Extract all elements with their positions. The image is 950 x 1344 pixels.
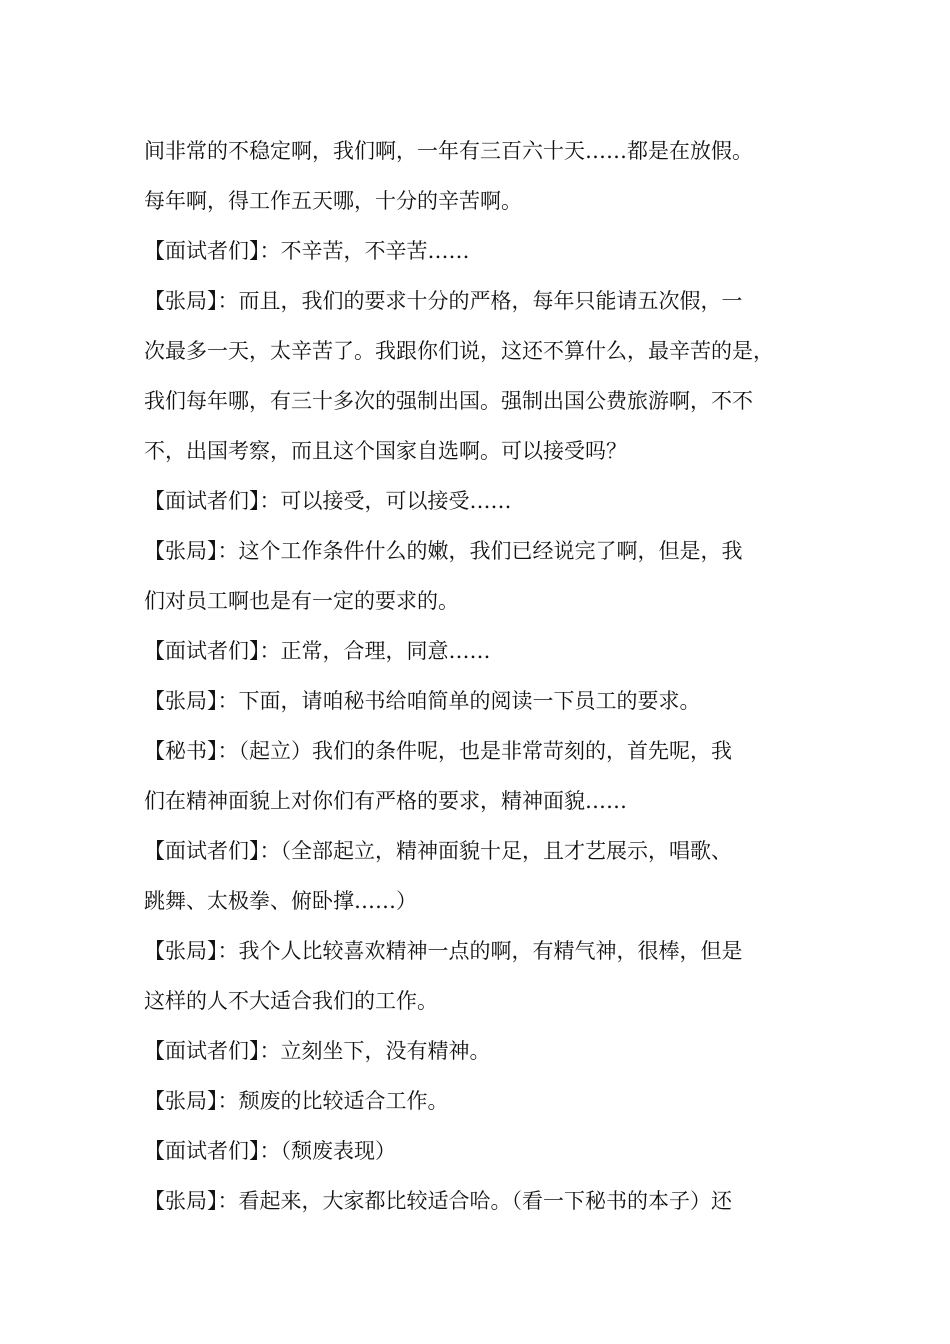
dialogue-line: 【面试者们】：正常，合理，同意…… xyxy=(144,639,491,663)
dialogue-line: 【张局】：而且，我们的要求十分的严格，每年只能请五次假，一 xyxy=(144,289,743,313)
dialogue-line: 【面试者们】：不辛苦，不辛苦…… xyxy=(144,239,470,263)
dialogue-line: 【面试者们】：（全部起立，精神面貌十足，且才艺展示，唱歌、 xyxy=(144,839,732,863)
text-line: 这样的人不大适合我们的工作。 xyxy=(144,989,438,1013)
dialogue-line: 【张局】：这个工作条件什么的嫩，我们已经说完了啊，但是，我 xyxy=(144,539,743,563)
dialogue-line: 【张局】：颓废的比较适合工作。 xyxy=(144,1089,449,1113)
dialogue-line: 【张局】：下面，请咱秘书给咱简单的阅读一下员工的要求。 xyxy=(144,689,701,713)
dialogue-line: 【张局】：我个人比较喜欢精神一点的啊，有精气神，很棒，但是 xyxy=(144,939,743,963)
text-line: 跳舞、太极拳、俯卧撑……） xyxy=(144,889,417,913)
text-line: 次最多一天，太辛苦了。我跟你们说，这还不算什么，最辛苦的是， xyxy=(144,339,774,363)
script-text xyxy=(144,126,824,1226)
text-line: 我们每年哪，有三十多次的强制出国。强制出国公费旅游啊，不不 xyxy=(144,389,753,413)
dialogue-line: 【秘书】：（起立）我们的条件呢，也是非常苛刻的，首先呢，我 xyxy=(144,739,732,763)
text-line: 们在精神面貌上对你们有严格的要求，精神面貌…… xyxy=(144,789,627,813)
text-line: 们对员工啊也是有一定的要求的。 xyxy=(144,589,459,613)
dialogue-line: 【面试者们】：立刻坐下，没有精神。 xyxy=(144,1039,491,1063)
dialogue-line: 【面试者们】：可以接受，可以接受…… xyxy=(144,489,512,513)
text-line: 不，出国考察，而且这个国家自选啊。可以接受吗？ xyxy=(144,439,627,463)
text-line: 每年啊，得工作五天哪，十分的辛苦啊。 xyxy=(144,189,522,213)
dialogue-line: 【面试者们】：（颓废表现） xyxy=(144,1139,396,1163)
dialogue-line: 【张局】：看起来，大家都比较适合哈。（看一下秘书的本子）还 xyxy=(144,1189,732,1213)
text-line: 间非常的不稳定啊，我们啊，一年有三百六十天……都是在放假。 xyxy=(144,139,753,163)
